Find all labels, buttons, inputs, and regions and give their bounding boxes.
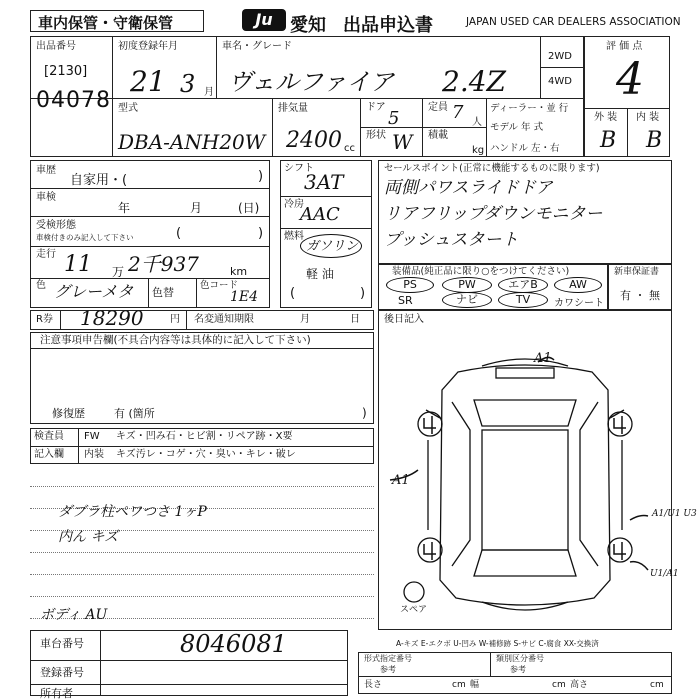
interior-label: 内 装 (636, 112, 660, 123)
lot-number: 04078 (36, 88, 111, 113)
exterior-grade: B (600, 128, 617, 153)
displacement-label: 排気量 (278, 103, 308, 114)
width-label: 幅 (470, 680, 480, 690)
length-cm: cm (452, 680, 466, 690)
model-grade-label: 車名・グレード (222, 41, 292, 52)
2wd-label: 2WD (548, 51, 572, 62)
inspector-label: 検査員 (34, 431, 64, 442)
rating-value: 4 (616, 54, 644, 105)
displacement-value: 2400 (286, 128, 342, 153)
ju-logo: Ju (242, 9, 286, 31)
storage-banner-text: 車内保管・守衛保管 (38, 14, 174, 32)
grade: 2.4Z (442, 65, 506, 98)
door-type-value: W (392, 130, 413, 154)
deadline-day: 日 (350, 314, 360, 325)
spare-label: スペア (400, 605, 428, 615)
length-label: 長さ (364, 680, 383, 690)
chassis-value: 8046081 (180, 630, 287, 658)
form-cert-label: 形式指定番号 (364, 654, 412, 663)
fuel-diesel: 軽 油 (306, 267, 334, 281)
document-title: 出品申込書 (343, 15, 433, 36)
warranty-choice: 有 ・ 無 (620, 289, 660, 302)
sales-points-label: セールスポイント(正常に機能するものに限ります) (384, 163, 600, 174)
ac-value: AAC (300, 204, 340, 225)
kg-unit: kg (472, 145, 485, 156)
reference-label-2: 参考 (510, 665, 526, 674)
reception-label: 受検形態 (36, 220, 76, 231)
inspection-day-unit: (日) (238, 201, 260, 215)
inspection-label: 車検 (36, 192, 56, 203)
damage-legend: A-キズ E-エクボ U-凹み W-補修跡 S-サビ C-腐食 XX-交換済 (396, 639, 599, 648)
shift-label: シフト (284, 163, 314, 174)
owner-label: 所有者 (40, 687, 73, 700)
repair-history-choice: 有 (箇所 (114, 407, 155, 420)
fw-label: FW (84, 431, 100, 442)
registration-month: 3 (180, 70, 196, 98)
note-line-3: ボディ AU (40, 607, 108, 623)
car-name: ヴェルファイア (228, 68, 394, 96)
damage-mark-right-1: A1/U1 U3 (652, 509, 697, 519)
capacity-value: 7 (452, 102, 464, 123)
registration-number-label: 登録番号 (40, 666, 84, 679)
sales-point-3: プッシュスタート (384, 230, 519, 250)
person-unit: 人 (472, 117, 482, 128)
notes-header: 注意事項申告欄(不具合内容等は具体的に記入して下さい) (40, 334, 311, 346)
damage-mark-left: A1 (392, 473, 410, 488)
height-cm: cm (650, 680, 664, 690)
reference-label-1: 参考 (380, 665, 396, 674)
height-label: 高さ (570, 680, 589, 690)
fuel-selection-circle (300, 234, 362, 258)
mileage-man-unit: 万 (112, 265, 125, 279)
deadline-month: 月 (300, 314, 310, 325)
width-cm: cm (552, 680, 566, 690)
color-label: 色 (36, 280, 46, 291)
fuel-label: 燃料 (284, 231, 304, 242)
exterior-defects: キズ・凹み石・ヒビ割・リペア跡・X要 (116, 431, 293, 442)
damage-mark-top: A1 (534, 351, 552, 366)
equipment-aw: AW (554, 277, 602, 293)
equipment-ps: PS (386, 277, 434, 293)
interior-defects: キズ汚レ・コゲ・穴・臭い・キレ・破レ (116, 449, 296, 460)
chassis-label: 車台番号 (40, 637, 84, 650)
equipment-sr: SR (398, 294, 413, 307)
registration-year: 21 (130, 65, 166, 98)
history-close: ) (258, 169, 264, 184)
org-name: 愛知 (290, 15, 326, 36)
reception-note: 車検付きのみ記入して下さい (36, 233, 134, 242)
door-type-label: 形状 (366, 130, 386, 141)
repair-close-paren: ) (362, 406, 367, 420)
category-number-label: 類別区分番号 (496, 654, 544, 663)
car-body-diagram (378, 330, 672, 630)
history-value: 自家用・( (70, 173, 128, 188)
dealer-parallel-label: ディーラー・並 行 (490, 103, 569, 114)
fuel-close-paren: ) (360, 286, 366, 301)
repaint-label: 色替 (152, 286, 174, 299)
reception-close: ) (258, 226, 264, 241)
warranty-label: 新車保証書 (614, 267, 660, 277)
capacity-label: 定員 (428, 102, 448, 113)
reception-open: ( (176, 226, 182, 241)
interior-tag: 内装 (84, 449, 104, 460)
post-fill-label: 後日記入 (384, 314, 424, 325)
association-name: JAPAN USED CAR DEALERS ASSOCIATION (466, 16, 681, 28)
4wd-label: 4WD (548, 76, 572, 87)
fuel-open-paren: ( (290, 286, 296, 301)
equipment-airbag: エアB (498, 277, 548, 293)
inspection-month-unit: 月 (190, 201, 203, 215)
mileage-rest: 2千937 (128, 252, 199, 276)
note-line-1: ダブラ柱ペワつさ 1ヶP (58, 504, 207, 520)
lot-number-label: 出品番号 (36, 41, 76, 52)
damage-mark-right-2: U1/A1 (650, 569, 679, 579)
cc-unit: cc (344, 143, 355, 154)
model-code: DBA-ANH20W (118, 130, 266, 154)
load-label: 積載 (428, 130, 448, 141)
shift-value: 3AT (304, 170, 344, 194)
mileage-man: 11 (64, 252, 92, 277)
mileage-km-unit: km (230, 265, 248, 278)
r-ticket-label: R券 (36, 314, 53, 325)
r-ticket-amount: 18290 (80, 306, 144, 330)
fuel-gasoline: ガソリン (306, 239, 359, 254)
equipment-label: 装備品(純正品に限り○をつけてください) (392, 266, 570, 277)
color-value: グレーメタ (54, 282, 134, 301)
inspection-year-unit: 年 (118, 201, 131, 215)
exterior-label: 外 装 (594, 112, 618, 123)
model-type-label: 型式 (118, 103, 138, 114)
interior-grade: B (646, 128, 663, 153)
ac-label: 冷房 (284, 199, 304, 210)
color-code-value: 1E4 (230, 289, 259, 305)
doors-value: 5 (388, 108, 400, 129)
note-line-2: 内ん キズ (58, 529, 119, 545)
history-label: 車歴 (36, 165, 56, 176)
entry-field-label: 記入欄 (34, 449, 64, 460)
rating-label: 評 価 点 (606, 41, 643, 52)
yen-unit: 円 (170, 314, 180, 325)
sales-point-1: 両側パワスライドドア (384, 178, 553, 198)
repair-history-label: 修復歴 (52, 407, 85, 420)
equipment-leather-seat: カワシート (554, 298, 604, 309)
color-code-label: 色コード (200, 280, 239, 291)
door-label: ドア (366, 102, 386, 113)
handle-label: ハンドル 左・右 (490, 143, 560, 154)
equipment-tv: TV (498, 292, 548, 308)
lot-prefix: [2130] (44, 64, 88, 79)
mileage-label: 走行 (36, 249, 56, 260)
first-registration-label: 初度登録年月 (118, 41, 178, 52)
equipment-navi: ナビ (442, 292, 492, 308)
name-change-label: 名変通知期限 (194, 314, 254, 325)
equipment-pw: PW (442, 277, 492, 293)
sales-point-2: リアフリップダウンモニター (384, 204, 603, 224)
model-year-label: モデル 年 式 (490, 122, 544, 133)
registration-month-unit: 月 (204, 87, 214, 98)
